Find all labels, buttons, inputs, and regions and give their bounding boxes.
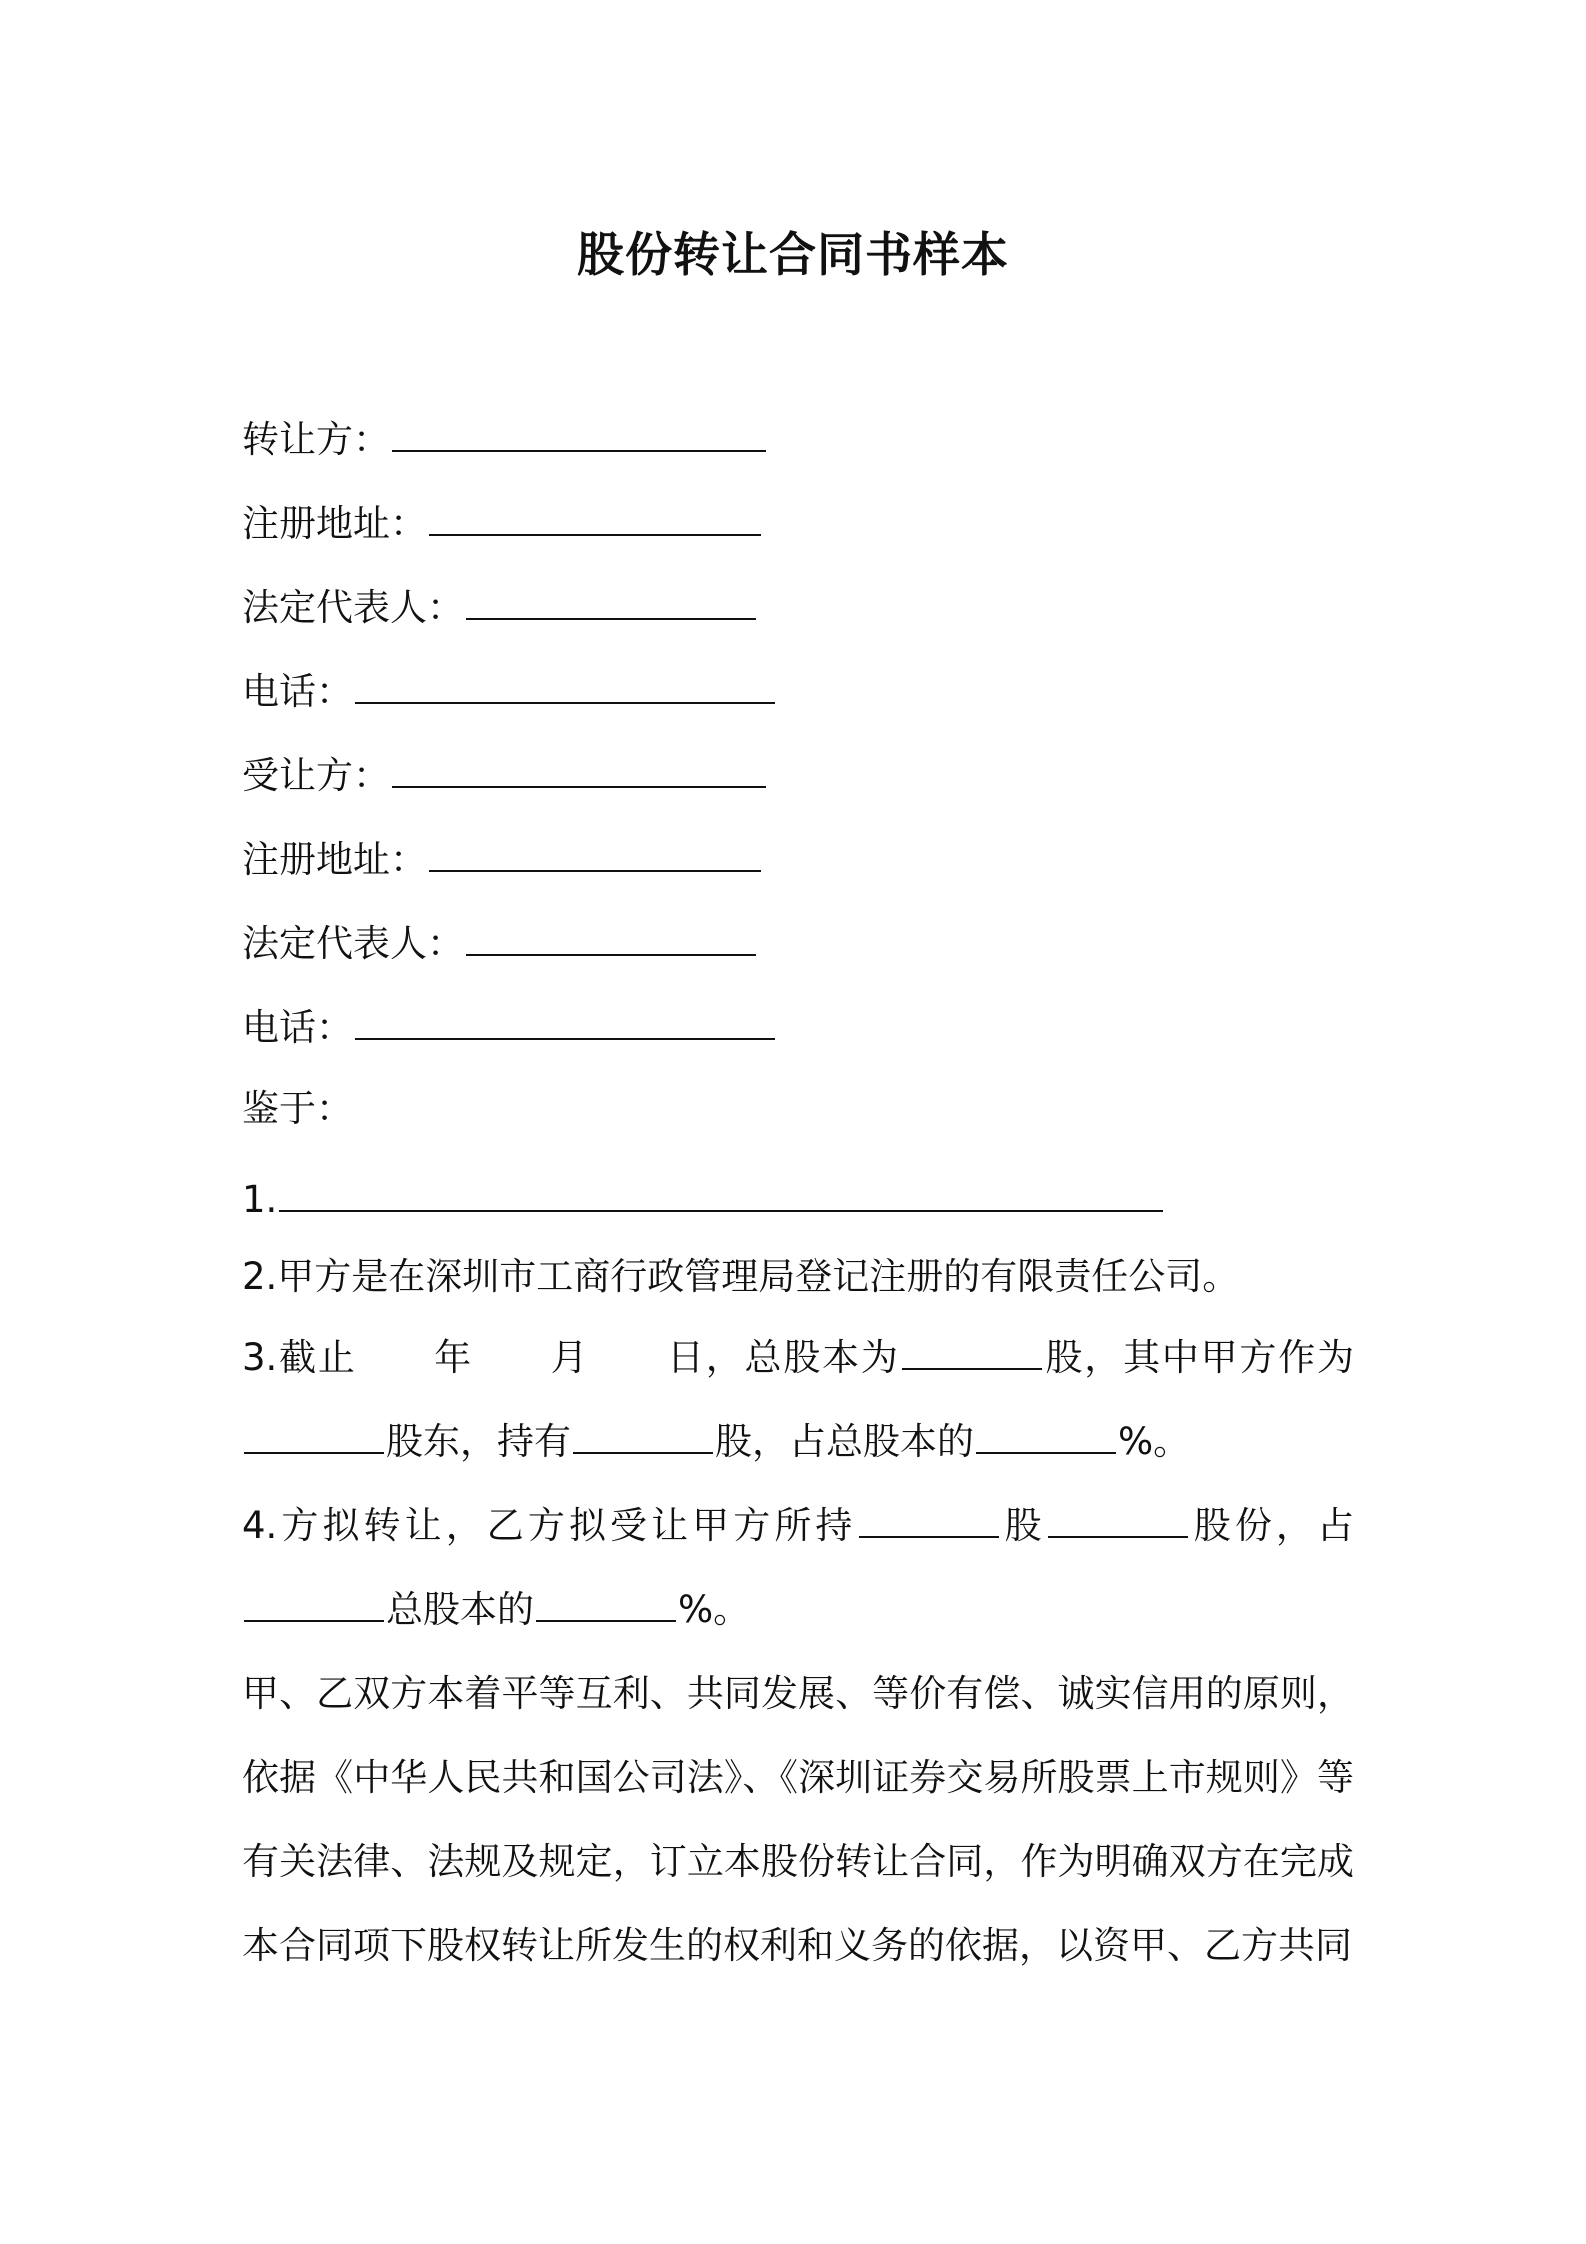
shareholder-blank[interactable] (244, 1414, 384, 1454)
whereas-heading: 鉴于： (242, 1087, 353, 1130)
transferee-label: 受让方： (242, 754, 390, 797)
holding-percent-blank[interactable] (976, 1414, 1116, 1454)
held-shares-blank[interactable] (573, 1414, 713, 1454)
total-shares-blank[interactable] (902, 1330, 1042, 1370)
transferee-phone-field (242, 1000, 777, 1053)
whereas-item-4-text-1: 4.方拟转让，乙方拟受让甲方所持 (242, 1504, 857, 1547)
transfer-shares-blank[interactable] (859, 1498, 999, 1538)
transfer-percent-blank[interactable] (536, 1582, 676, 1622)
document-title: 股份转让合同书样本 (577, 228, 1009, 283)
transferee-phone-blank[interactable] (355, 1000, 775, 1040)
whereas-item-1-blank[interactable] (279, 1172, 1163, 1212)
transferee-representative-blank[interactable] (466, 916, 756, 956)
whereas-item-3-text-2: 股，其中甲方作为 (1043, 1336, 1355, 1379)
whereas-item-3-text-3: 股东，持有 (386, 1420, 571, 1463)
whereas-item-3-text-4: 股，占总股本的 (715, 1420, 974, 1463)
whereas-item-4 (242, 1484, 1354, 1652)
whereas-item-1-prefix: 1. (242, 1178, 278, 1221)
transfer-shares-detail-blank[interactable] (1048, 1498, 1188, 1538)
whereas-item-4-text-2: 股 (1000, 1504, 1046, 1547)
whereas-item-3 (242, 1316, 1354, 1484)
whereas-item-3-text-5: %。 (1118, 1420, 1191, 1463)
transferee-blank[interactable] (392, 748, 766, 788)
transferee-address-field (242, 832, 763, 885)
transferor-representative-blank[interactable] (466, 580, 756, 620)
whereas-item-4-text-3: 股份，占 (1189, 1504, 1355, 1547)
transfer-ratio-blank[interactable] (244, 1582, 384, 1622)
transferor-representative-label: 法定代表人： (242, 586, 464, 629)
transferee-field (242, 748, 768, 801)
transferee-phone-label: 电话： (242, 1006, 353, 1049)
transferor-address-field (242, 496, 763, 549)
whereas-item-4-text-5: %。 (678, 1588, 751, 1631)
whereas-item-2: 2.甲方是在深圳市工商行政管理局登记注册的有限责任公司。 (242, 1255, 1240, 1298)
transferor-phone-field (242, 664, 777, 717)
body-paragraph: 甲、乙双方本着平等互利、共同发展、等价有偿、诚实信用的原则，依据《中华人民共和国公司法》、《深圳证券交易所股票上市规则》等有关法律、法规及规定，订立本股份转让合同，作为明确双方在完成本合同项下股权转让所发生的权利和义务的依据，以资甲、乙方共同 (242, 1672, 1354, 1967)
transferor-address-blank[interactable] (429, 496, 761, 536)
transferor-label: 转让方： (242, 418, 390, 461)
transferor-phone-label: 电话： (242, 670, 353, 713)
transferee-representative-label: 法定代表人： (242, 922, 464, 965)
whereas-item-4-text-4: 总股本的 (386, 1588, 534, 1631)
whereas-item-1 (242, 1172, 1165, 1225)
transferee-address-blank[interactable] (429, 832, 761, 872)
transferor-field (242, 412, 768, 465)
transferor-phone-blank[interactable] (355, 664, 775, 704)
whereas-item-3-text-1: 3.截止 年 月 日，总股本为 (242, 1336, 900, 1379)
transferor-blank[interactable] (392, 412, 766, 452)
transferor-representative-field (242, 580, 758, 633)
transferor-address-label: 注册地址： (242, 502, 427, 545)
transferee-address-label: 注册地址： (242, 838, 427, 881)
transferee-representative-field (242, 916, 758, 969)
